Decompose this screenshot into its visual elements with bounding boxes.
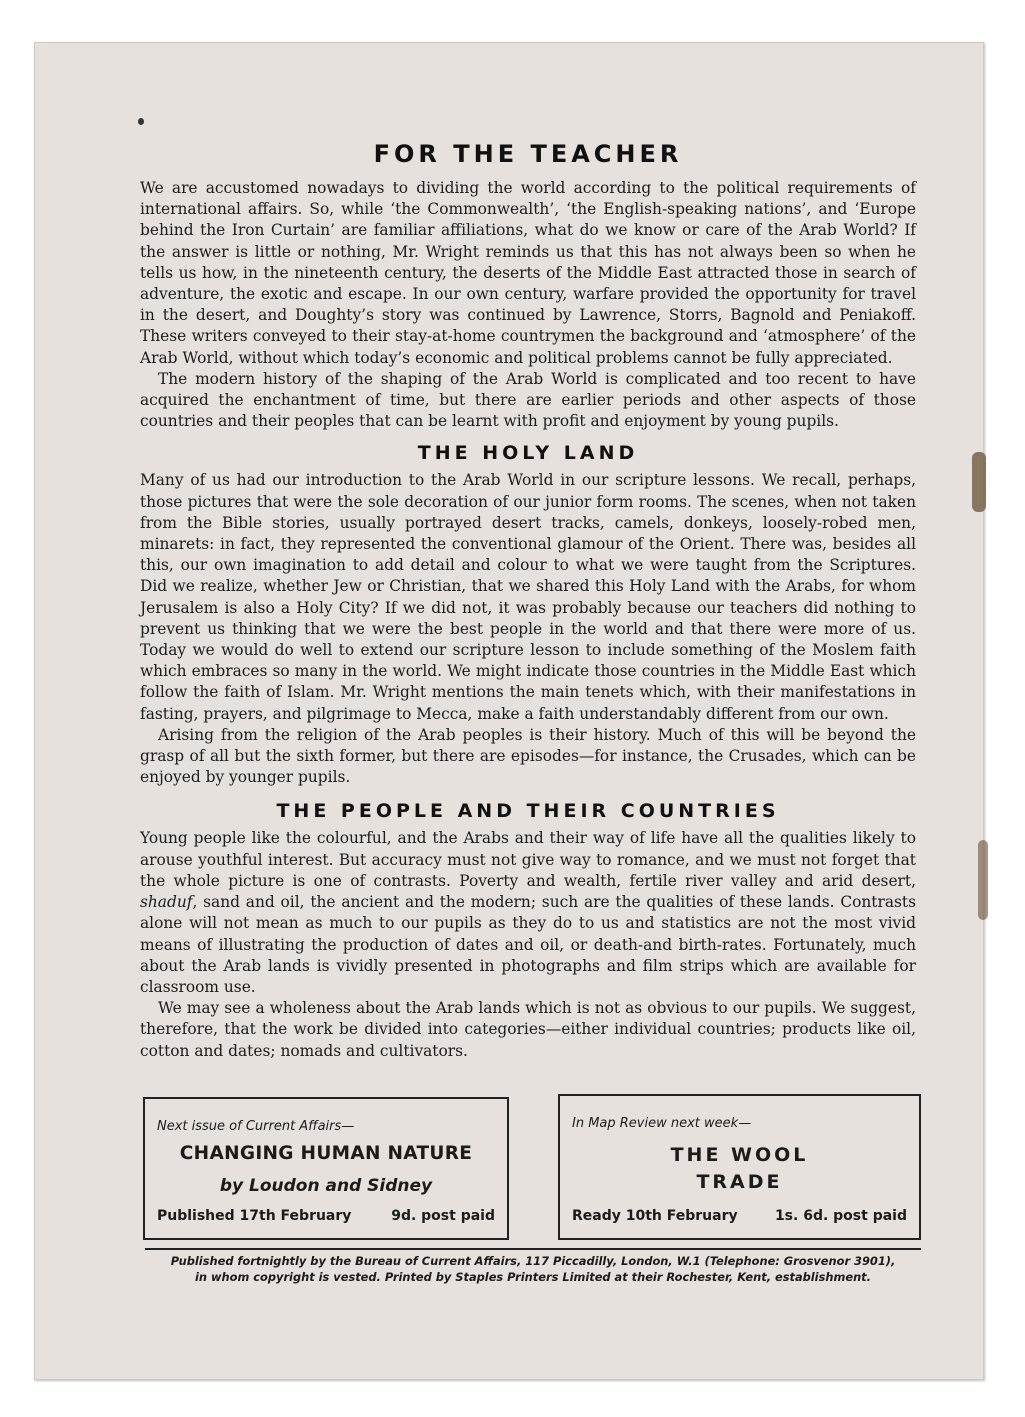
map-review-box (558, 1094, 921, 1240)
next-issue-title: CHANGING HUMAN NATURE (179, 1143, 473, 1164)
ink-dot (138, 118, 144, 125)
next-issue-label: Next issue of Current Affairs— (157, 1119, 355, 1134)
footer-line-2: in whom copyright is vested. Printed by Staples Printers Limited at their Rochester, Kent, establishment. (195, 1270, 871, 1284)
people-paragraph-2: We may see a wholeness about the Arab lands which is not as obvious to our pupils. We suggest, therefore, that the work be divided into categories—either individual countries; products like oil, cotton and dates; nomads and cultivators. (140, 999, 916, 1060)
people-paragraph-1-end: , sand and oil, the ancient and the modern; such are the qualities of these lands. Contrasts alone will not mean as much to our pupils as they do to us and statistics are not the most vivid means of illustrating the production of dates and oil, or death-and birth-rates. Fortunately, much about the Arab lands is vividly presented in photographs and film strips which are available for classroom use. (140, 893, 916, 996)
people-paragraph-1 (140, 828, 916, 998)
next-issue-date: Published 17th February (157, 1208, 352, 1224)
next-issue-byline: by Loudon and Sidney (219, 1176, 433, 1196)
holy-land-paragraph-2: Arising from the religion of the Arab peoples is their history. Much of this will be beyond the grasp of all but the sixth former, but there are episodes—for instance, the Crusades, which can be enjoyed by younger pupils. (140, 725, 916, 787)
map-review-label: In Map Review next week— (572, 1116, 752, 1131)
heading-people-and-countries: THE PEOPLE AND THEIR COUNTRIES (276, 800, 780, 823)
heading-holy-land: THE HOLY LAND (417, 442, 639, 465)
map-review-title-line-1: THE WOOL (670, 1144, 809, 1166)
teacher-paragraph-2: The modern history of the shaping of the Arab World is complicated and too recent to have acquired the enchantment of time, but there are earlier periods and other aspects of those countries and their peoples that can be learnt with profit and enjoyment by young pupils. (140, 369, 916, 431)
shaduf-term: shaduf (140, 893, 193, 912)
publisher-footer (140, 1253, 926, 1285)
people-paragraph-1-start: Young people like the colourful, and the Arabs and their way of life have all the qualities likely to arouse youthful interest. But accuracy must not give way to romance, and we must not forget that the whole picture is one of contrasts. Poverty and wealth, fertile river valley and arid desert, (140, 829, 916, 890)
map-review-price: 1s. 6d. post paid (774, 1208, 907, 1224)
main-text (140, 140, 916, 1062)
teacher-paragraph-1: We are accustomed nowadays to dividing the world according to the political requirements of international affairs. So, while ‘the Commonwealth’, ‘the English-speaking nations’, and ‘Europe behind the Iron Curtain’ are familiar affiliations, what do we know or care of the Arab World? If the answer is little or nothing, Mr. Wright reminds us that this has not always been so when he tells us how, in the nineteenth century, the deserts of the Middle East attracted those in search of adventure, the exotic and escape. In our own century, warfare provided the opportunity for travel in the desert, and Doughty’s story was continued by Lawrence, Storrs, Bagnold and Peniakoff. These writers conveyed to their stay-at-home countrymen the background and ‘atmosphere’ of the Arab World, without which today’s economic and political problems cannot be fully appreciated. (140, 179, 916, 367)
map-review-title-line-2: TRADE (696, 1171, 783, 1193)
holy-land-paragraph-1: Many of us had our introduction to the Arab World in our scripture lessons. We recall, perhaps, those pictures that were the sole decoration of our junior form rooms. The scenes, when not taken from the Bible stories, usually portrayed desert tracks, camels, donkeys, loosely-robed men, minarets: in fact, they represented the conventional glamour of the Orient. There was, besides all this, our own imagination to add detail and colour to what we were taught from the Scriptures. Did we realize, whether Jew or Christian, that we shared this Holy Land with the Arabs, for whom Jerusalem is also a Holy City? If we did not, it was probably because our teachers did nothing to prevent us thinking that we were the best people in the world and that there were more of us. Today we would do well to extend our scripture lesson to include something of the Moslem faith which embraces so many in the world. We might indicate those countries in the Middle East which follow the faith of Islam. Mr. Wright mentions the main tenets which, with their manifestations in fasting, prayers, and pilgrimage to Mecca, make a faith understandably different from our own. (140, 471, 916, 723)
map-review-date: Ready 10th February (572, 1208, 738, 1224)
edge-stain-lower (978, 840, 988, 920)
edge-stain-upper (972, 452, 986, 512)
footer-line-1: Published fortnightly by the Bureau of Current Affairs, 117 Piccadilly, London, W.1 (Telephone: Grosvenor 3901), (170, 1254, 896, 1268)
next-issue-box (143, 1097, 509, 1240)
footer-rule (145, 1248, 921, 1250)
heading-for-the-teacher: FOR THE TEACHER (373, 140, 683, 168)
next-issue-price: 9d. post paid (391, 1208, 495, 1224)
